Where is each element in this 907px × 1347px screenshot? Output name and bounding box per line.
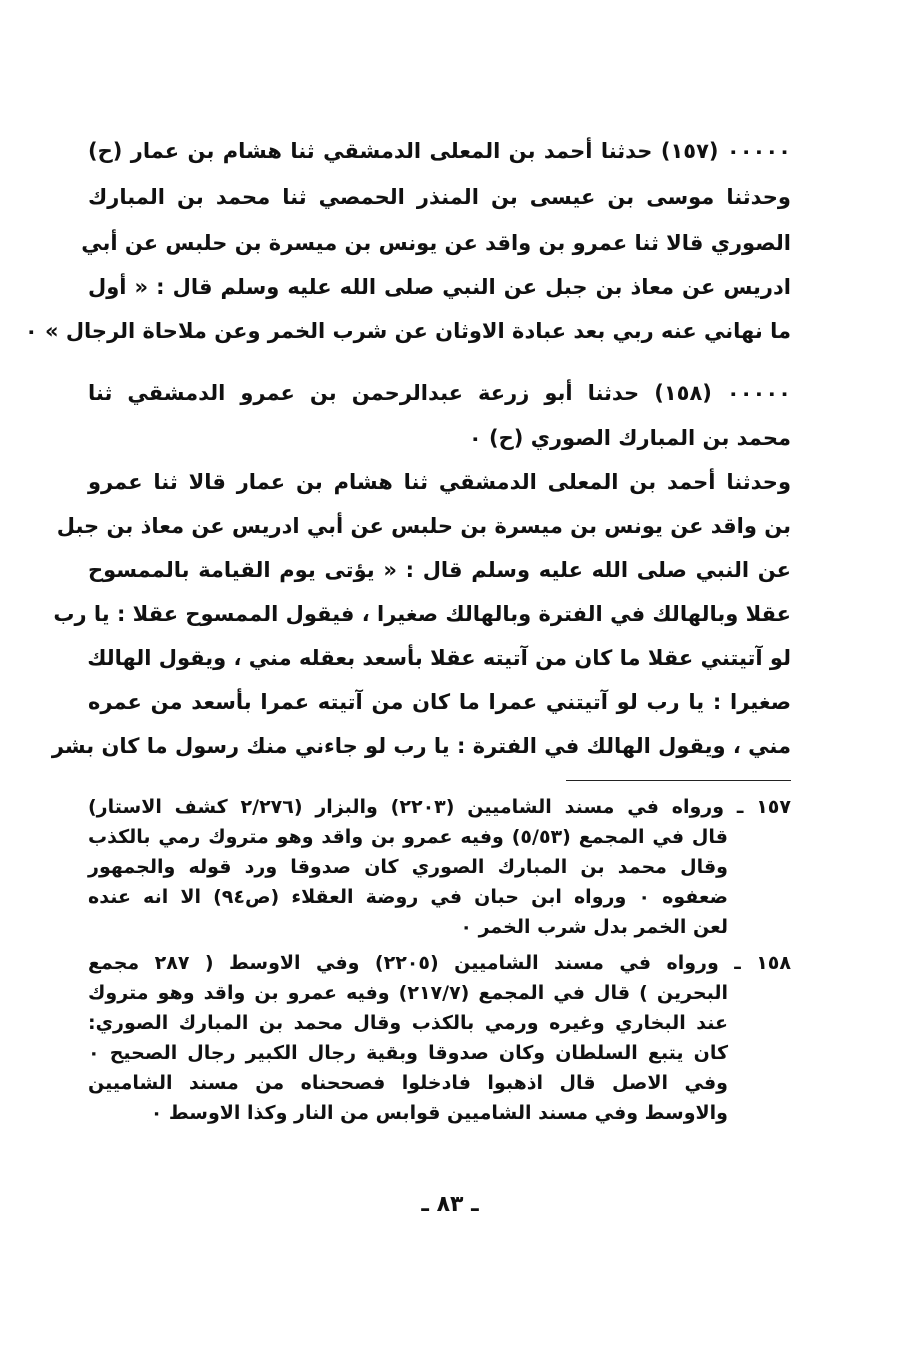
hadith-158-line-6: عقلا وبالهالك في الفترة وبالهالك صغيرا ، فيقول الممسوح عقلا : يا رب bbox=[53, 602, 791, 626]
hadith-157-line-3: الصوري قالا ثنا عمرو بن واقد عن يونس بن ميسرة بن حلبس عن أبي bbox=[81, 231, 791, 255]
hadith-158-line-9: مني ، ويقول الهالك في الفترة : يا رب لو جاءني منك رسول ما كان بشر bbox=[51, 734, 791, 758]
footnote-158-line-5: وفي الاصل قال اذهبوا فادخلوا فصححناه من مسند الشاميين bbox=[88, 1072, 728, 1094]
page-number: ـ ۸۳ ـ bbox=[421, 1192, 479, 1217]
footnote-157-line-1: ۱٥۷ ـ ورواه في مسند الشاميين (۲۲۰۳) والبزار (۲/۲۷٦ كشف الاستار) bbox=[88, 796, 791, 818]
footnote-158-line-2: البحرين ) قال في المجمع (۲۱۷/۷) وفيه عمرو بن واقد وهو متروك bbox=[88, 982, 728, 1004]
footnote-157-line-2: قال في المجمع (٥/٥۳) وفيه عمرو بن واقد وهو متروك رمي بالكذب bbox=[88, 826, 728, 848]
hadith-157-line-5: ما نهاني عنه ربي بعد عبادة الاوثان عن شرب الخمر وعن ملاحاة الرجال » ۰ bbox=[24, 319, 791, 343]
hadith-157-line-1: ۰۰۰۰۰ (۱٥۷) حدثنا أحمد بن المعلى الدمشقي ثنا هشام بن عمار (ح) bbox=[88, 139, 791, 163]
footnote-157-line-3: وقال محمد بن المبارك الصوري كان صدوقا ورد قوله والجمهور bbox=[88, 856, 728, 878]
footnote-157-line-4: ضعفوه ۰ ورواه ابن حبان في روضة العقلاء (ص۹٤) الا انه عنده bbox=[88, 886, 728, 908]
hadith-158-line-1: ۰۰۰۰۰ (۱٥۸) حدثنا أبو زرعة عبدالرحمن بن عمرو الدمشقي ثنا bbox=[88, 381, 791, 405]
hadith-158-line-8: صغيرا : يا رب لو آتيتني عمرا ما كان من آتيته عمرا بأسعد من عمره bbox=[88, 690, 791, 714]
hadith-157-line-4: ادريس عن معاذ بن جبل عن النبي صلى الله عليه وسلم قال : « أول bbox=[88, 275, 791, 299]
hadith-158-line-4: بن واقد عن يونس بن ميسرة بن حلبس عن أبي ادريس عن معاذ بن جبل bbox=[56, 514, 791, 538]
footnote-157-line-5: لعن الخمر بدل شرب الخمر ۰ bbox=[460, 916, 728, 938]
hadith-157-line-2: وحدثنا موسى بن عيسى بن المنذر الحمصي ثنا محمد بن المبارك bbox=[88, 185, 791, 209]
footnote-separator bbox=[566, 780, 791, 781]
hadith-158-line-3: وحدثنا أحمد بن المعلى الدمشقي ثنا هشام بن عمار قالا ثنا عمرو bbox=[88, 470, 791, 494]
footnote-158-line-4: كان يتبع السلطان وكان صدوقا وبقية رجال الكبير رجال الصحيح ۰ bbox=[88, 1042, 728, 1064]
footnote-158-line-6: والاوسط وفي مسند الشاميين قوابس من النار وكذا الاوسط ۰ bbox=[150, 1102, 728, 1124]
hadith-158-line-7: لو آتيتني عقلا ما كان من آتيته عقلا بأسعد بعقله مني ، ويقول الهالك bbox=[87, 646, 791, 670]
footnote-158-line-3: عند البخاري وغيره ورمي بالكذب وقال محمد بن المبارك الصوري: bbox=[88, 1012, 728, 1034]
hadith-158-line-5: عن النبي صلى الله عليه وسلم قال : « يؤتى يوم القيامة بالممسوح bbox=[88, 558, 791, 582]
footnote-158-line-1: ۱٥۸ ـ ورواه في مسند الشاميين (۲۲۰٥) وفي الاوسط ( ۲۸۷ مجمع bbox=[88, 952, 791, 974]
hadith-158-line-2: محمد بن المبارك الصوري (ح) ۰ bbox=[468, 426, 791, 450]
